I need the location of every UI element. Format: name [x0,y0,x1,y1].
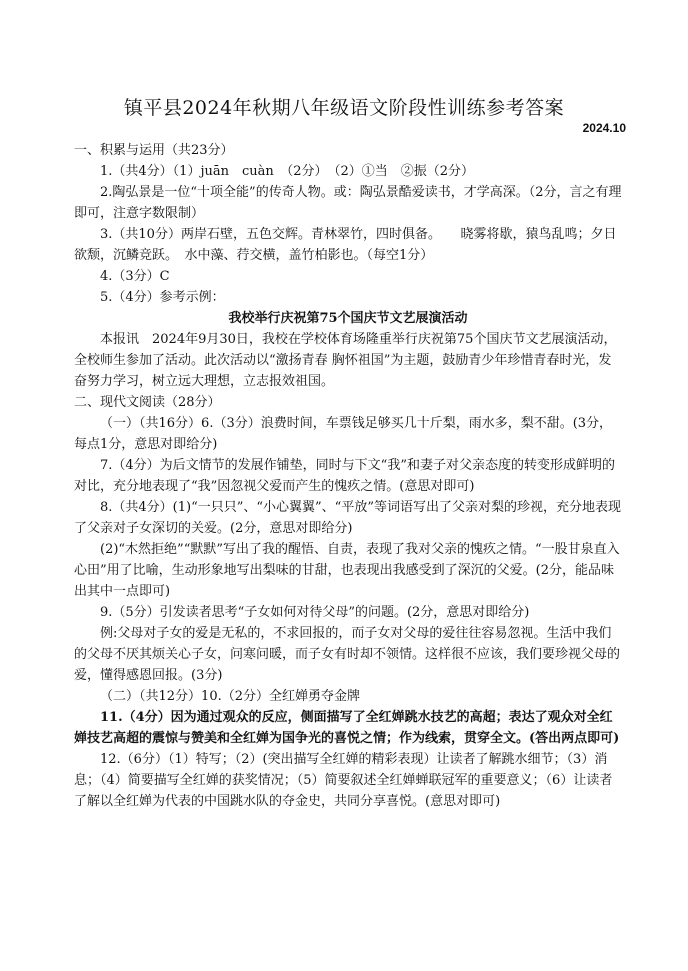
answer-line: 4.（3分）C [100,269,170,284]
answer-line: 5.（4分）参考示例： [100,290,225,305]
section-heading: 一、积累与运用（共23分） [74,143,234,158]
answer-line: 8.（共4分）(1)“一只只”、“小心翼翼”、“平放”等词语写出了父亲对梨的珍视，充分地表现了父亲对子女深切的关爱。(2分，意思对即给分) [74,500,621,536]
answer-line: 11.（4分）因为通过观众的反应，侧面描写了全红婵跳水技艺的高超；表达了观众对全红婵技艺高超的震惊与赞美和全红婵为国争光的喜悦之情；作为线索，贯穿全文。(答出两点即可) [74,710,620,746]
answer-line: 7.（4分）为后文情节的发展作铺垫，同时与下文“我”和妻子对父亲态度的转变形成鲜明的对比，充分地表现了“我”因忽视父爱而产生的愧疚之情。(意思对即可) [74,458,615,494]
document-title: 镇平县2024年秋期八年级语文阶段性训练参考答案 [123,97,565,119]
news-headline: 我校举行庆祝第75个国庆节文艺展演活动 [228,311,468,326]
document-body [74,140,622,812]
document-date: 2024.10 [582,121,626,135]
news-body: 本报讯 2024年9月30日，我校在学校体育场隆重举行庆祝第75个国庆节文艺展演活动，全校师生参加了活动。此次活动以“激扬青春 胸怀祖国”为主题，鼓励青少年珍惜青春时光，发奋努力学习，树立远大理想，立志报效祖国。 [74,332,617,389]
answer-line: 2.陶弘景是一位“十项全能”的传奇人物。或：陶弘景酷爱读书，才学高深。（2分，言之有理即可，注意字数限制） [74,185,622,221]
answer-line: （二）（共12分）10.（2分）全红婵勇夺金牌 [100,689,360,704]
answer-line: 3.（共10分）两岸石壁，五色交辉。青林翠竹，四时俱备。 晓雾将歇，猿鸟乱鸣；夕日欲颓，沉鳞竞跃。 水中藻、荇交横，盖竹柏影也。（每空1分） [74,227,617,263]
answer-line: 1.（共4分）（1）juān cuàn （2分） （2）①当 ②振（2分） [100,164,475,179]
answer-line: （一）（共16分）6.（3分）浪费时间，车票钱足够买几十斤梨，雨水多，梨不甜。(3分，每点1分，意思对即给分) [74,416,613,452]
section-heading: 二、现代文阅读（28分） [74,395,221,410]
answer-line: 12.（6分）（1）特写；（2）(突出描写全红婵的精彩表现）让读者了解跳水细节；（3）消息；（4）简要描写全红婵的获奖情况；（5）简要叙述全红婵蝉联冠军的重要意义；（6）让读者了解以全红婵为代表的中国跳水队的夺金史，共同分享喜悦。(意思对即可) [74,752,613,809]
answer-line: (2)“木然拒绝”“默默”写出了我的醒悟、自责，表现了我对父亲的愧疚之情。“一股甘泉直入心田”用了比喻，生动形象地写出梨味的甘甜，也表现出我感受到了深沉的父爱。(2分，能品味出其中一点即可) [74,542,620,599]
answer-line: 9.（5分）引发读者思考“子女如何对待父母”的问题。(2分，意思对即给分) [100,605,530,620]
answer-line: 例:父母对子女的爱是无私的，不求回报的，而子女对父母的爱往往容易忽视。生活中我们的父母不厌其烦关心子女，问寒问暖，而子女有时却不领情。这样很不应该，我们要珍视父母的爱，懂得感恩回报。(3分) [74,626,621,683]
